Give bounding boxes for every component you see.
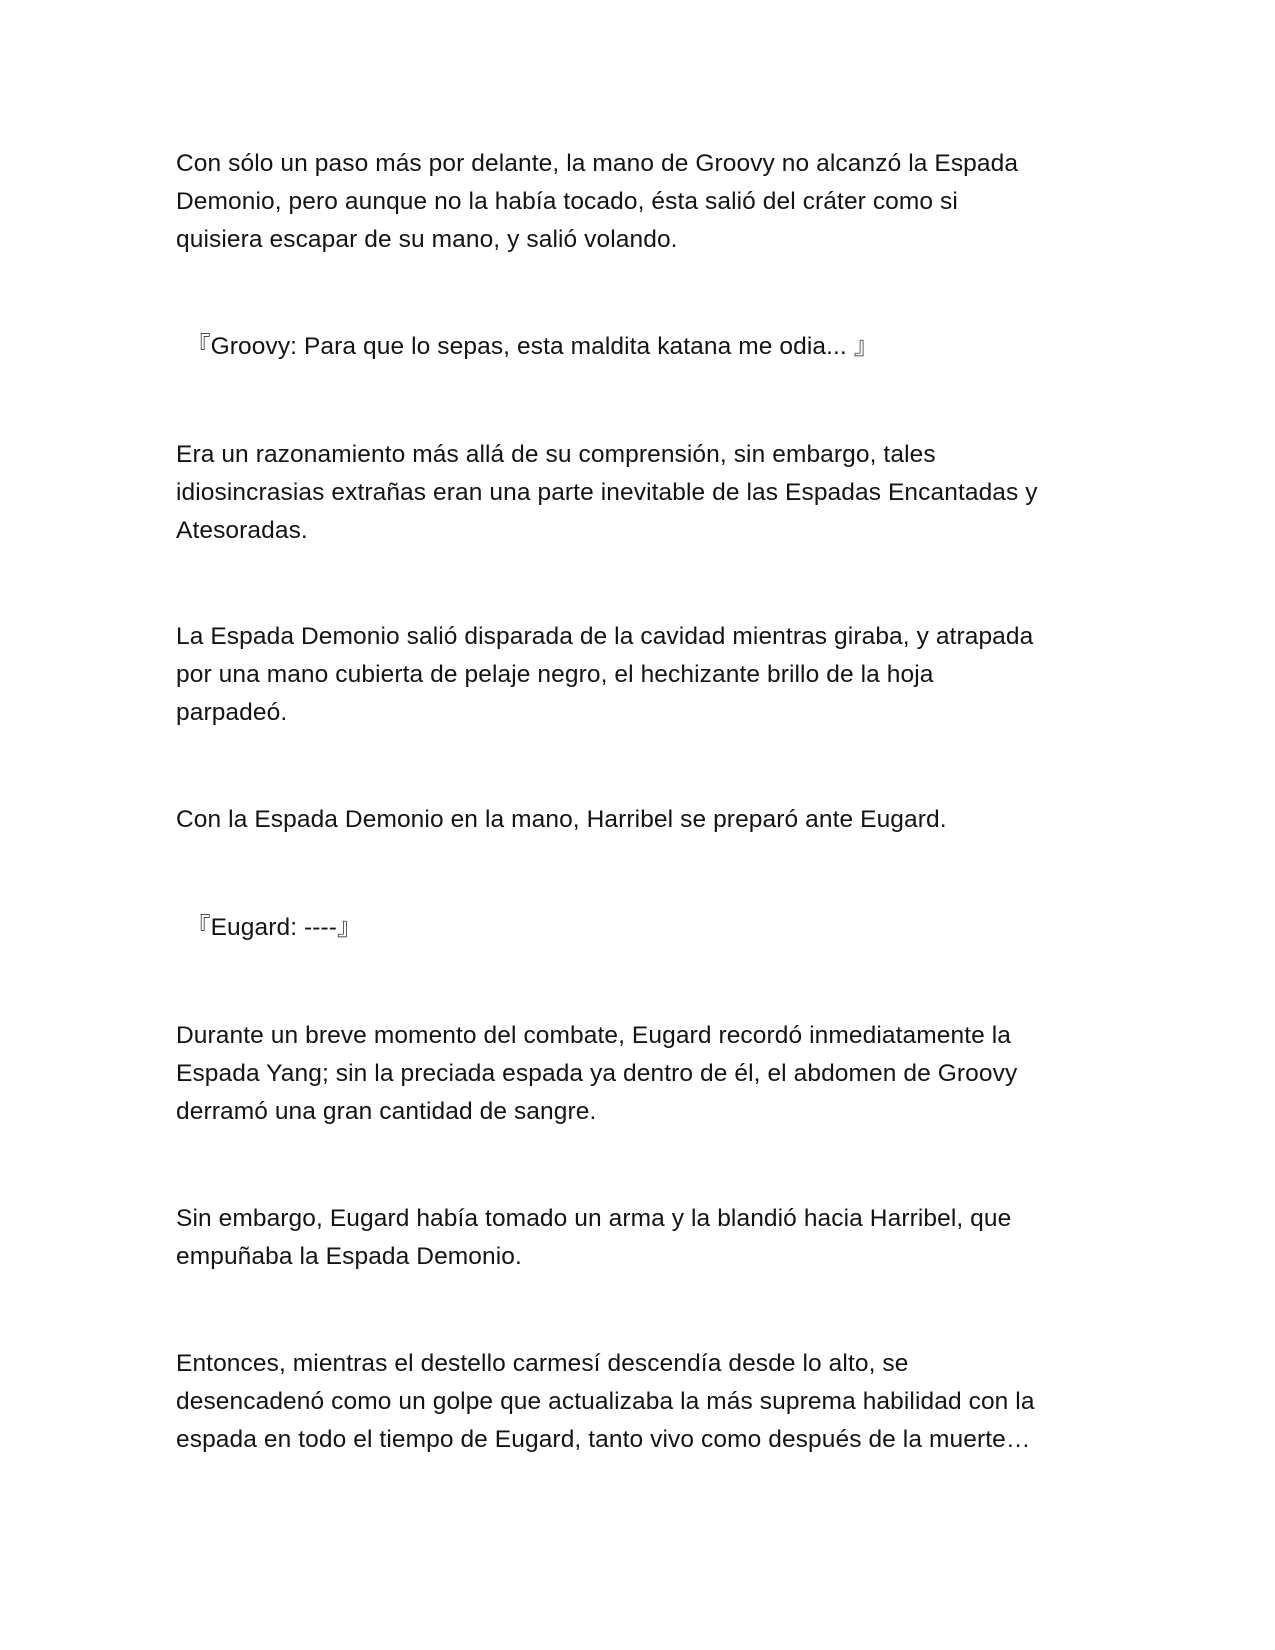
text-line: idiosincrasias extrañas eran una parte inevitable de las Espadas Encantadas y [176, 479, 1038, 506]
text-line: Sin embargo, Eugard había tomado un arma y la blandió hacia Harribel, que [176, 1205, 1012, 1232]
dialogue-eugard [186, 909, 1116, 947]
text-line: La Espada Demonio salió disparada de la cavidad mientras giraba, y atrapada [176, 623, 1034, 650]
text-line: quisiera escapar de su mano, y salió volando. [176, 226, 678, 253]
text-line: Demonio, pero aunque no la había tocado, ésta salió del cráter como si [176, 188, 958, 215]
paragraph-harribel-prepares [176, 801, 1106, 839]
text-line: Con la Espada Demonio en la mano, Harribel se preparó ante Eugard. [176, 806, 947, 833]
text-line: Entonces, mientras el destello carmesí descendía desde lo alto, se [176, 1350, 909, 1377]
text-line: Era un razonamiento más allá de su comprensión, sin embargo, tales [176, 441, 936, 468]
paragraph-groovy-reach [176, 145, 1106, 259]
text-line: espada en todo el tiempo de Eugard, tanto vivo como después de la muerte… [176, 1426, 1031, 1453]
text-line: Con sólo un paso más por delante, la mano de Groovy no alcanzó la Espada [176, 150, 1019, 177]
text-line: derramó una gran cantidad de sangre. [176, 1098, 597, 1125]
text-line: parpadeó. [176, 699, 288, 726]
paragraph-yang-sword [176, 1017, 1106, 1131]
paragraph-reasoning [176, 436, 1106, 550]
text-line: Atesoradas. [176, 517, 308, 544]
text-line: empuñaba la Espada Demonio. [176, 1243, 522, 1270]
paragraph-crimson-flash [176, 1345, 1106, 1459]
text-line: por una mano cubierta de pelaje negro, el hechizante brillo de la hoja [176, 661, 934, 688]
dialogue-groovy [186, 328, 1116, 366]
text-line: Durante un breve momento del combate, Eugard recordó inmediatamente la [176, 1022, 1012, 1049]
text-line: 『Eugard: ----』 [186, 914, 362, 941]
text-line: Espada Yang; sin la preciada espada ya dentro de él, el abdomen de Groovy [176, 1060, 1018, 1087]
paragraph-eugard-swings [176, 1200, 1106, 1276]
text-line: 『Groovy: Para que lo sepas, esta maldita katana me odia... 』 [186, 333, 879, 360]
paragraph-demon-sword-flies [176, 618, 1106, 732]
text-line: desencadenó como un golpe que actualizaba la más suprema habilidad con la [176, 1388, 1035, 1415]
